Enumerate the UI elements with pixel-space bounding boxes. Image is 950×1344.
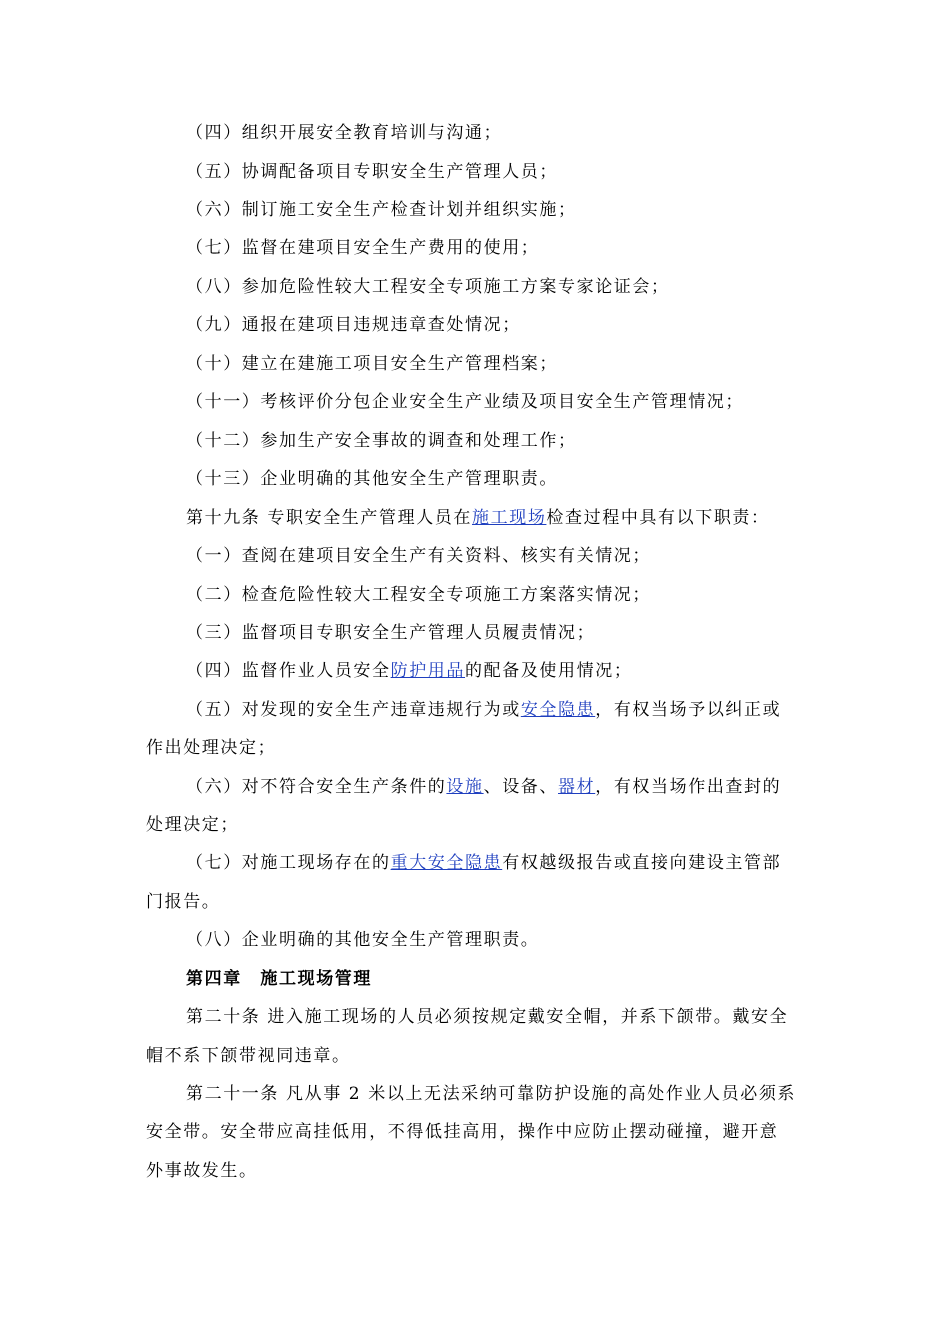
list-item: （四）组织开展安全教育培训与沟通； — [186, 123, 503, 143]
article-19-text: 第十九条 专职安全生产管理人员在 — [186, 508, 473, 528]
link-protective-equipment[interactable]: 防护用品 — [390, 661, 466, 681]
list-item-text: （七）对施工现场存在的 — [186, 853, 391, 873]
list-item: （三）监督项目专职安全生产管理人员履责情况； — [186, 623, 596, 643]
list-item: （十三）企业明确的其他安全生产管理职责。 — [186, 469, 558, 489]
list-item-text-end: ，有权当场予以纠正或 — [595, 700, 782, 720]
list-item-text: （四）监督作业人员安全 — [186, 661, 391, 681]
chapter-heading: 第四章 施工现场管理 — [186, 969, 372, 989]
list-item-continuation: 处理决定； — [146, 815, 239, 835]
article-19-text-end: 检查过程中具有以下职责： — [546, 508, 770, 528]
list-item-text-end: 的配备及使用情况； — [465, 661, 633, 681]
list-item — [186, 699, 816, 721]
list-item: （七）监督在建项目安全生产费用的使用； — [186, 238, 540, 258]
link-safety-hazard[interactable]: 安全隐患 — [520, 700, 596, 720]
list-item-continuation: 门报告。 — [146, 892, 221, 912]
list-item-text-end: ，有权当场作出查封的 — [595, 777, 782, 797]
link-equipment[interactable]: 器材 — [558, 777, 596, 797]
list-item: （八）企业明确的其他安全生产管理职责。 — [186, 930, 540, 950]
list-item: （八）参加危险性较大工程安全专项施工方案专家论证会； — [186, 277, 670, 297]
article-19 — [186, 507, 816, 529]
article-20-line: 帽不系下颌带视同违章。 — [146, 1046, 351, 1066]
list-item: （十二）参加生产安全事故的调查和处理工作； — [186, 431, 577, 451]
list-item — [186, 660, 816, 682]
list-item-continuation: 作出处理决定； — [146, 738, 277, 758]
list-item: （十一）考核评价分包企业安全生产业绩及项目安全生产管理情况； — [186, 392, 744, 412]
list-item: （一）查阅在建项目安全生产有关资料、核实有关情况； — [186, 546, 651, 566]
list-item: （十）建立在建施工项目安全生产管理档案； — [186, 354, 558, 374]
list-item: （九）通报在建项目违规违章查处情况； — [186, 315, 521, 335]
list-item — [186, 852, 816, 874]
list-item-text-end: 有权越级报告或直接向建设主管部 — [502, 853, 782, 873]
list-item: （二）检查危险性较大工程安全专项施工方案落实情况； — [186, 585, 651, 605]
list-item-text: （六）对不符合安全生产条件的 — [186, 777, 447, 797]
link-facilities[interactable]: 设施 — [446, 777, 484, 797]
link-construction-site[interactable]: 施工现场 — [472, 508, 547, 528]
article-20-line: 第二十条 进入施工现场的人员必须按规定戴安全帽，并系下颌带。戴安全 — [186, 1007, 789, 1027]
list-item-text: （五）对发现的安全生产违章违规行为或 — [186, 700, 521, 720]
list-item — [186, 776, 816, 798]
list-item: （六）制订施工安全生产检查计划并组织实施； — [186, 200, 577, 220]
article-21-line: 安全带。安全带应高挂低用，不得低挂高用，操作中应防止摆动碰撞，避开意 — [146, 1122, 779, 1142]
link-major-safety-hazard[interactable]: 重大安全隐患 — [390, 853, 503, 873]
article-21-line: 外事故发生。 — [146, 1161, 258, 1181]
list-item: （五）协调配备项目专职安全生产管理人员； — [186, 162, 558, 182]
article-21-line: 第二十一条 凡从事 2 米以上无法采纳可靠防护设施的高处作业人员必须系 — [186, 1084, 797, 1104]
list-item-text-mid: 、设备、 — [483, 777, 559, 797]
